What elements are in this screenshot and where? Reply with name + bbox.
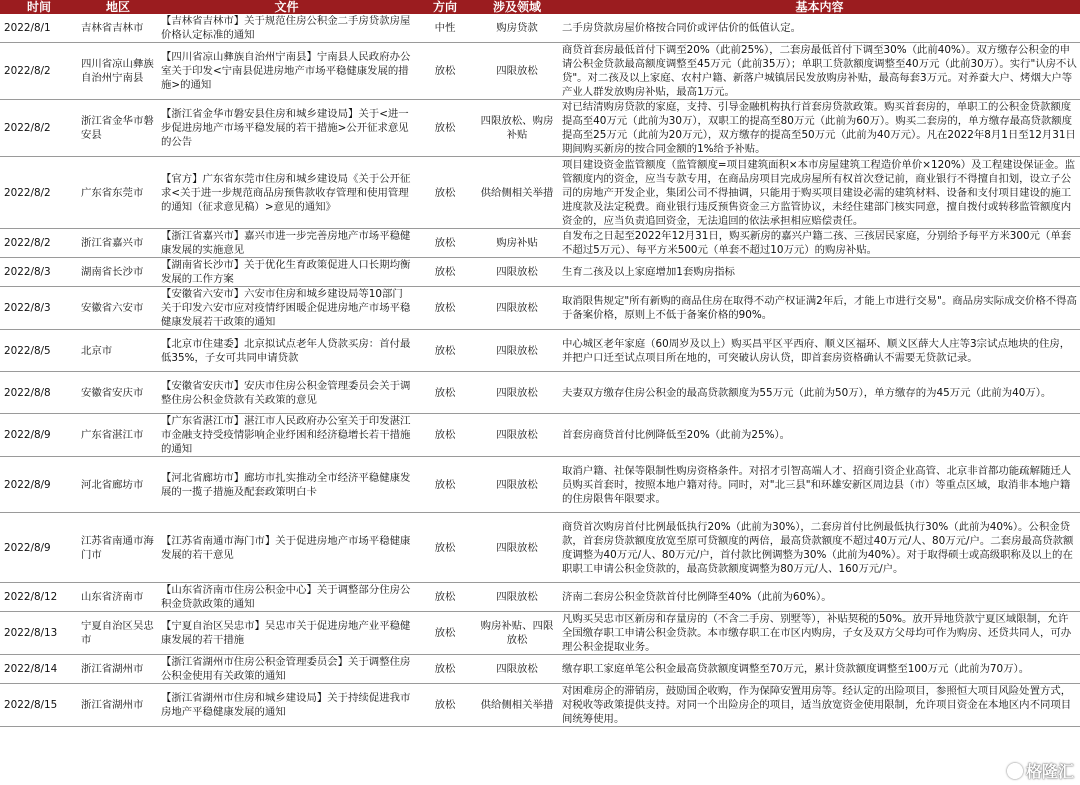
cell-document: 【广东省湛江市】湛江市人民政府办公室关于印发湛江市金融支持受疫情影响企业纾困和经济稳增长若干措施的通知 [158, 414, 415, 457]
header-direction: 方向 [415, 0, 475, 14]
table-row [0, 513, 1080, 583]
cell-region: 四川省凉山彝族自治州宁南县 [78, 43, 158, 100]
cell-content: 二手房贷款房屋价格按合同价或评估价的低值认定。 [559, 14, 1080, 43]
cell-document: 【河北省廊坊市】廊坊市扎实推动全市经济平稳健康发展的一揽子措施及配套政策明白卡 [158, 457, 415, 513]
cell-content: 取消户籍、社保等限制性购房资格条件。对招才引智高端人才、招商引资企业高管、北京非首都功能疏解随迁人员购买首套时，按照本地户籍对待。同时，对"北三县"和环雄安新区周边县（市）等重点区域，取消非本地户籍的住房限售年限要求。 [559, 457, 1080, 513]
cell-direction: 放松 [415, 684, 475, 727]
cell-content: 缴存职工家庭单笔公积金最高贷款额度调整至70万元，累计贷款额度调整至100万元（此前为70万）。 [559, 655, 1080, 684]
cell-content: 对已结清购房贷款的家庭，支持、引导金融机构执行首套房贷款政策。购买首套房的，单职工的公积金贷款额度提高至40万元（此前为30万），双职工的提高至80万元（此前为60万）。购买二套房的，单方缴存最高贷款额度提高至25万元（此前为20万元），双方缴存的提高至50万元（此前为40万元）。凡在2022年8月1日至12月31日期间购买新房的按合同金额的1%给予补贴。 [559, 100, 1080, 157]
cell-region: 广东省东莞市 [78, 157, 158, 229]
gelonghui-logo-icon [1007, 763, 1023, 779]
cell-region: 山东省济南市 [78, 583, 158, 612]
table-row [0, 14, 1080, 43]
cell-region: 广东省湛江市 [78, 414, 158, 457]
cell-date: 2022/8/14 [0, 655, 78, 684]
cell-field: 购房贷款 [475, 14, 559, 43]
cell-content: 取消限售规定"所有新购的商品住房在取得不动产权证满2年后，才能上市进行交易"。商品房实际成交价格不得高于备案价格，原则上不低于备案价格的90%。 [559, 287, 1080, 330]
cell-direction: 放松 [415, 414, 475, 457]
cell-content: 首套房商贷首付比例降低至20%（此前为25%）。 [559, 414, 1080, 457]
cell-field: 四限放松 [475, 583, 559, 612]
cell-content-text: 对困难房企的滞销房，鼓励国企收购，作为保障安置用房等。经认定的出险项目，参照恒大项目风险处置方式，对税收等政策提供支持。对同一个出险房企的项目，适当放宽资金使用限制，允许项目资金在本地区内不同项目间统筹使用。 [562, 685, 1072, 725]
cell-content: 中心城区老年家庭（60周岁及以上）购买昌平区平西府、顺义区福环、顺义区薛大人庄等3宗试点地块的住房，并把户口迁至试点项目所在地的，可突破认房认贷，即首套房资格确认不需要无贷款记录。 [559, 330, 1080, 372]
cell-region: 浙江省嘉兴市 [78, 229, 158, 258]
table-row [0, 157, 1080, 229]
header-field: 涉及领域 [475, 0, 559, 14]
cell-document: 【北京市住建委】北京拟试点老年人贷款买房：首付最低35%，子女可共同申请贷款 [158, 330, 415, 372]
cell-region: 安徽省六安市 [78, 287, 158, 330]
table-row [0, 457, 1080, 513]
cell-region: 吉林省吉林市 [78, 14, 158, 43]
watermark [1007, 759, 1074, 782]
table-row [0, 583, 1080, 612]
cell-region: 湖南省长沙市 [78, 258, 158, 287]
table-row [0, 258, 1080, 287]
cell-date: 2022/8/9 [0, 414, 78, 457]
cell-direction: 放松 [415, 372, 475, 414]
table-header-row [0, 0, 1080, 14]
cell-document: 【浙江省湖州市住房公积金管理委员会】关于调整住房公积金使用有关政策的通知 [158, 655, 415, 684]
cell-content: 自发布之日起至2022年12月31日，购买新房的嘉兴户籍二孩、三孩居民家庭，分别给予每平方米300元（单套不超过5万元）、每平方米500元（单套不超过10万元）的购房补贴。 [559, 229, 1080, 258]
cell-field: 四限放松 [475, 513, 559, 583]
cell-content: 夫妻双方缴存住房公积金的最高贷款额度为55万元（此前为50万），单方缴存的为45万元（此前为40万）。 [559, 372, 1080, 414]
cell-document: 【安徽省安庆市】安庆市住房公积金管理委员会关于调整住房公积金贷款有关政策的意见 [158, 372, 415, 414]
cell-date: 2022/8/2 [0, 100, 78, 157]
cell-direction: 放松 [415, 157, 475, 229]
cell-direction: 中性 [415, 14, 475, 43]
cell-region: 河北省廊坊市 [78, 457, 158, 513]
cell-date: 2022/8/9 [0, 457, 78, 513]
cell-date: 2022/8/13 [0, 612, 78, 655]
cell-region: 安徽省安庆市 [78, 372, 158, 414]
cell-field: 供给侧相关举措 [475, 157, 559, 229]
cell-region: 江苏省南通市海门市 [78, 513, 158, 583]
cell-field: 四限放松 [475, 287, 559, 330]
cell-region: 浙江省湖州市 [78, 655, 158, 684]
cell-field: 供给侧相关举措 [475, 684, 559, 727]
watermark-text: 格隆汇 [1025, 762, 1074, 781]
cell-direction: 放松 [415, 612, 475, 655]
cell-document: 【四川省凉山彝族自治州宁南县】宁南县人民政府办公室关于印发<宁南县促进房地产市场平稳健康发展的措施>的通知 [158, 43, 415, 100]
cell-date: 2022/8/8 [0, 372, 78, 414]
cell-content-text: 项目建设资金监管额度（监管额度=项目建筑面积×本市房屋建筑工程造价单价×120%）及工程建设保证金。监管额度内的资金，应当专款专用，在商品房项目完成房屋所有权首次登记前，商业银行不得擅自扣划，设立子公司的房地产开发企业，集团公司不得抽调，只能用于购买项目建设必需的建筑材料、设备和支付项目建设的施工进度款及法定税费。商业银行违反预售资金三方监管协议，未经住建部门核实同意，擅自拨付或转移监管额度内资金的，应当负责追回资金，无法追回的依法承担相应赔偿责任。 [562, 158, 1076, 227]
cell-direction: 放松 [415, 330, 475, 372]
table-body [0, 14, 1080, 727]
cell-region: 宁夏自治区吴忠市 [78, 612, 158, 655]
cell-region: 浙江省湖州市 [78, 684, 158, 727]
cell-date: 2022/8/15 [0, 684, 78, 727]
cell-document: 【浙江省金华市磐安县住房和城乡建设局】关于<进一步促进房地产市场平稳发展的若干措施>公开征求意见的公告 [158, 100, 415, 157]
cell-document: 【山东省济南市住房公积金中心】关于调整部分住房公积金贷款政策的通知 [158, 583, 415, 612]
cell-content: 生育二孩及以上家庭增加1套购房指标 [559, 258, 1080, 287]
cell-content [559, 157, 1080, 229]
cell-document: 【安徽省六安市】六安市住房和城乡建设局等10部门关于印发六安市应对疫情纾困暖企促进房地产市场平稳健康发展若干政策的通知 [158, 287, 415, 330]
cell-region: 北京市 [78, 330, 158, 372]
cell-content: 济南二套房公积金贷款首付比例降至40%（此前为60%）。 [559, 583, 1080, 612]
header-region: 地区 [78, 0, 158, 14]
cell-direction: 放松 [415, 229, 475, 258]
cell-direction: 放松 [415, 43, 475, 100]
cell-direction: 放松 [415, 287, 475, 330]
cell-field: 四限放松 [475, 258, 559, 287]
header-document: 文件 [158, 0, 415, 14]
cell-document: 【浙江省湖州市住房和城乡建设局】关于持续促进我市房地产平稳健康发展的通知 [158, 684, 415, 727]
cell-date: 2022/8/1 [0, 14, 78, 43]
table-row [0, 612, 1080, 655]
table-row [0, 414, 1080, 457]
cell-document: 【吉林省吉林市】关于规范住房公积金二手房贷款房屋价格认定标准的通知 [158, 14, 415, 43]
table-row [0, 655, 1080, 684]
cell-document: 【宁夏自治区吴忠市】吴忠市关于促进房地产业平稳健康发展的若干措施 [158, 612, 415, 655]
table-row [0, 43, 1080, 100]
cell-date: 2022/8/2 [0, 43, 78, 100]
cell-field: 四限放松 [475, 330, 559, 372]
table-row [0, 229, 1080, 258]
cell-direction: 放松 [415, 457, 475, 513]
cell-direction: 放松 [415, 100, 475, 157]
cell-field: 四限放松 [475, 43, 559, 100]
cell-content: 凡购买吴忠市区新房和存量房的（不含二手房、别墅等），补贴契税的50%。放开异地贷款宁夏区域限制，允许全国缴存职工申请公积金贷款。本市缴存职工在市区内购房，子女及双方父母均可作为购房、还贷共同人，可办理公积金提取业务。 [559, 612, 1080, 655]
cell-direction: 放松 [415, 655, 475, 684]
cell-document: 【湖南省长沙市】关于优化生育政策促进人口长期均衡发展的工作方案 [158, 258, 415, 287]
header-content: 基本内容 [559, 0, 1080, 14]
cell-region: 浙江省金华市磐安县 [78, 100, 158, 157]
cell-document: 【江苏省南通市海门市】关于促进房地产市场平稳健康发展的若干意见 [158, 513, 415, 583]
table-row [0, 100, 1080, 157]
cell-content [559, 684, 1080, 727]
table-row [0, 330, 1080, 372]
cell-date: 2022/8/2 [0, 229, 78, 258]
table-row [0, 287, 1080, 330]
cell-direction: 放松 [415, 583, 475, 612]
cell-field: 四限放松、购房补贴 [475, 100, 559, 157]
cell-content: 商贷首次购房首付比例最低执行20%（此前为30%），二套房首付比例最低执行30%（此前为40%）。公积金贷款，首套房贷款额度放宽至原可贷额度的两倍，最高贷款额度不超过40万元/人、80万元/户。二套房最高贷款额度调整为40万元/人、80万元/户，首付款比例调整为30%（此前为40%）。对于取得硕士或高级职称及以上的在职职工申请公积金贷款的，最高贷款额度调整为80万元/人、160万元/户。 [559, 513, 1080, 583]
cell-date: 2022/8/12 [0, 583, 78, 612]
cell-field: 四限放松 [475, 457, 559, 513]
cell-direction: 放松 [415, 513, 475, 583]
table-row [0, 372, 1080, 414]
cell-field: 购房补贴 [475, 229, 559, 258]
cell-document: 【官方】广东省东莞市住房和城乡建设局《关于公开征求<关于进一步规范商品房预售款收存管理和使用管理的通知（征求意见稿）>意见的通知》 [158, 157, 415, 229]
cell-date: 2022/8/3 [0, 287, 78, 330]
cell-direction: 放松 [415, 258, 475, 287]
cell-date: 2022/8/5 [0, 330, 78, 372]
cell-field: 四限放松 [475, 372, 559, 414]
cell-field: 四限放松 [475, 655, 559, 684]
cell-document: 【浙江省嘉兴市】嘉兴市进一步完善房地产市场平稳健康发展的实施意见 [158, 229, 415, 258]
table-row [0, 684, 1080, 727]
cell-field: 购房补贴、四限放松 [475, 612, 559, 655]
cell-date: 2022/8/3 [0, 258, 78, 287]
header-date: 时间 [0, 0, 78, 14]
cell-field: 四限放松 [475, 414, 559, 457]
cell-date: 2022/8/9 [0, 513, 78, 583]
cell-content: 商贷首套房最低首付下调至20%（此前25%），二套房最低首付下调至30%（此前40%）。双方缴存公积金的申请公积金贷款最高额度调整至45万元（此前35万）；单职工贷款额度调整至40万元（此前30万）。实行"认房不认贷"。对二孩及以上家庭、农村户籍、新落户城镇居民发放购房补贴，最高每套3万元。对养蚕大户、烤烟大户等产业人群发放购房补贴，最高1万元。 [559, 43, 1080, 100]
cell-date: 2022/8/2 [0, 157, 78, 229]
